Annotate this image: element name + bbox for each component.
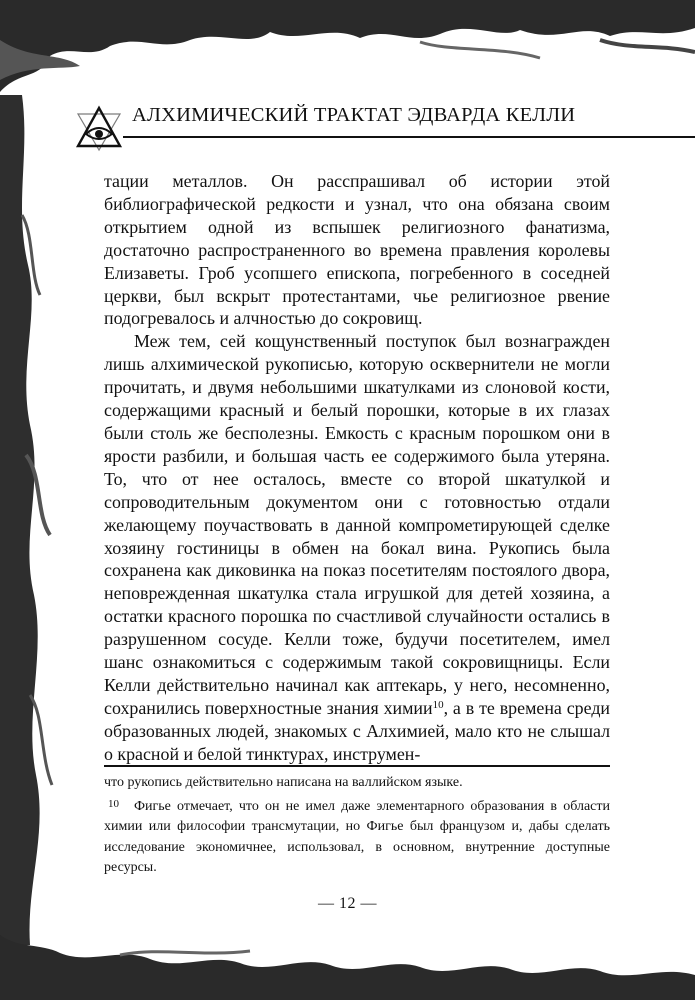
footnote <box>104 794 610 879</box>
paragraph-text: Меж тем, сей кощунственный поступок был вознагражден лишь алхимической рукописью, которую осквернители не могли прочитать, и двумя небольшими шкатулками из слоновой кости, содержащими красный и белый порошки, которые в их глазах были столь же бесполезны. Емкость с красным порошком они в ярости разбили, и большая часть ее содержимого была утеряна. То, что от нее осталось, вместе со второй шкатулкой и сопроводительным документом они с готовностью отдали желающему поучаствовать в данной компрометирующей сделке хозяину гостиницы в обмен на бокал вина. Рукопись была сохранена как диковинка на показ посетителям постоялого двора, неповрежденная шкатулка стала игрушкой для детей хозяина, а остатки красного порошка по счастливой случайности остались в разрушенном сосуде. Келли тоже, будучи посетителем, имел шанс ознакомиться с содержимым такой сокровищницы. Если Келли действительно начинал как аптекарь, у него, несомненно, сохранились поверхностные знания химии <box>104 331 610 718</box>
grunge-border-left <box>0 95 60 945</box>
grunge-border-bottom <box>0 925 695 1000</box>
footnote-divider <box>104 765 610 767</box>
footnotes <box>104 773 610 879</box>
footnote-continued: что рукопись действительно написана на валлийском языке. <box>104 775 463 790</box>
page-number: — 12 — <box>318 895 377 912</box>
grunge-border-top <box>0 0 695 95</box>
running-header <box>75 94 695 154</box>
running-header-title: АЛХИМИЧЕСКИЙ ТРАКТАТ ЭДВАРДА КЕЛЛИ <box>132 104 576 126</box>
footnote-text: Фигье отмечает, что он не имел даже элементарного образования в области химии или философии трансмутации, но Фигье был французом и, дабы сделать исследование экономичнее, использовал, в основном, внутренние доступные ресурсы. <box>104 798 610 875</box>
header-rule <box>123 136 695 138</box>
paragraph: тации металлов. Он расспрашивал об истории этой библиографической редкости и узнал, что она обязана своим открытием одной из вспышек религиозного фанатизма, достаточно распространенного во времена правления королевы Елизаветы. Гроб усопшего епископа, погребенного в соседней церкви, был вскрыт протестантами, чье религиозное рвение подогревалось и алчностью до сокровищ. <box>104 171 610 329</box>
paragraph-text: , а в те времена среди образованных людей, знакомых с Алхимией, мало кто не слышал о красной и белой тинктурах, инструмен- <box>104 697 610 764</box>
footnote-reference[interactable]: 10 <box>432 698 444 711</box>
paragraph <box>104 330 610 765</box>
body-text <box>104 170 610 766</box>
triangle-eye-icon <box>75 104 123 152</box>
footnote-number: 10 <box>108 797 119 810</box>
